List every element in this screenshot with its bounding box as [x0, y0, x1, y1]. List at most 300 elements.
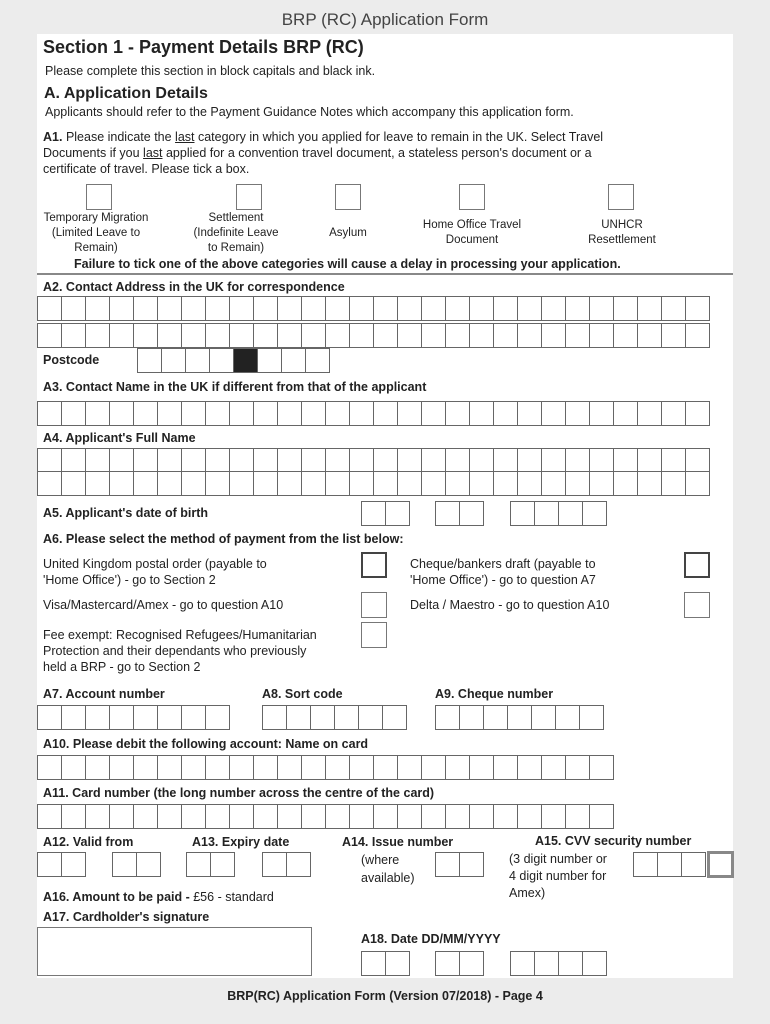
character-cell[interactable]: [421, 755, 446, 780]
tick-box-temporary-migration[interactable]: [86, 184, 112, 210]
character-cell[interactable]: [109, 296, 134, 321]
a2-postcode-cells[interactable]: [137, 348, 330, 373]
a14-issue-number-cells[interactable]: [435, 852, 484, 877]
a13-expiry-month-cells[interactable]: [186, 852, 235, 877]
character-cell[interactable]: [493, 296, 518, 321]
character-cell[interactable]: [133, 755, 158, 780]
character-cell[interactable]: [133, 804, 158, 829]
character-cell[interactable]: [435, 705, 460, 730]
character-cell[interactable]: [277, 804, 302, 829]
character-cell[interactable]: [349, 296, 374, 321]
character-cell[interactable]: [286, 852, 311, 877]
character-cell[interactable]: [445, 755, 470, 780]
character-cell[interactable]: [85, 323, 110, 348]
character-cell[interactable]: [421, 401, 446, 426]
character-cell[interactable]: [517, 448, 542, 473]
character-cell[interactable]: [589, 323, 614, 348]
character-cell[interactable]: [37, 804, 62, 829]
option-label-line: Temporary Migration: [43, 212, 149, 224]
character-cell[interactable]: [349, 448, 374, 473]
a7-label: A7. Account number: [43, 687, 165, 701]
character-cell[interactable]: [112, 852, 137, 877]
character-cell[interactable]: [277, 323, 302, 348]
character-cell[interactable]: [229, 755, 254, 780]
character-cell[interactable]: [61, 448, 86, 473]
character-cell[interactable]: [637, 471, 662, 496]
character-cell[interactable]: [531, 705, 556, 730]
character-cell[interactable]: [469, 804, 494, 829]
character-cell[interactable]: [469, 448, 494, 473]
character-cell[interactable]: [517, 323, 542, 348]
character-cell[interactable]: [157, 471, 182, 496]
a1-last-emphasis: last: [143, 146, 163, 160]
character-cell[interactable]: [435, 852, 460, 877]
character-cell[interactable]: [61, 323, 86, 348]
a15-note-line: Amex): [509, 886, 546, 900]
a15-cvv-fourth-digit-box[interactable]: [707, 851, 734, 878]
character-cell[interactable]: [469, 401, 494, 426]
character-cell[interactable]: [325, 804, 350, 829]
character-cell[interactable]: [301, 296, 326, 321]
character-cell[interactable]: [445, 804, 470, 829]
character-cell[interactable]: [157, 323, 182, 348]
character-cell[interactable]: [281, 348, 306, 373]
character-cell[interactable]: [157, 705, 182, 730]
a18-date-year-cells[interactable]: [510, 951, 607, 976]
character-cell[interactable]: [253, 296, 278, 321]
character-cell[interactable]: [493, 755, 518, 780]
a11-label: A11. Card number (the long number across the centre of the card): [43, 786, 435, 800]
character-cell[interactable]: [589, 804, 614, 829]
character-cell[interactable]: [541, 804, 566, 829]
divider-line: [37, 273, 733, 275]
character-cell[interactable]: [397, 401, 422, 426]
character-cell[interactable]: [459, 951, 484, 976]
character-cell[interactable]: [37, 705, 62, 730]
character-cell[interactable]: [136, 852, 161, 877]
character-cell[interactable]: [37, 296, 62, 321]
character-cell[interactable]: [349, 401, 374, 426]
character-cell[interactable]: [565, 804, 590, 829]
character-cell[interactable]: [85, 296, 110, 321]
character-cell[interactable]: [541, 401, 566, 426]
a12-valid-from-year-cells[interactable]: [112, 852, 161, 877]
character-cell[interactable]: [397, 323, 422, 348]
character-cell[interactable]: [229, 448, 254, 473]
character-cell[interactable]: [349, 804, 374, 829]
a5-dob-day-cells[interactable]: [361, 501, 410, 526]
character-cell[interactable]: [262, 705, 287, 730]
a5-label: A5. Applicant's date of birth: [43, 506, 209, 520]
character-cell[interactable]: [685, 296, 710, 321]
character-cell[interactable]: [61, 471, 86, 496]
character-cell[interactable]: [541, 296, 566, 321]
character-cell[interactable]: [277, 471, 302, 496]
character-cell[interactable]: [421, 471, 446, 496]
a14-label: A14. Issue number: [342, 835, 454, 849]
character-cell[interactable]: [325, 296, 350, 321]
a12-valid-from-month-cells[interactable]: [37, 852, 86, 877]
character-cell[interactable]: [305, 348, 330, 373]
character-cell[interactable]: [253, 804, 278, 829]
character-cell[interactable]: [185, 348, 210, 373]
character-cell[interactable]: [469, 296, 494, 321]
character-cell[interactable]: [262, 852, 287, 877]
character-cell[interactable]: [579, 705, 604, 730]
character-cell[interactable]: [469, 323, 494, 348]
character-cell[interactable]: [61, 755, 86, 780]
character-cell[interactable]: [517, 296, 542, 321]
character-cell[interactable]: [385, 951, 410, 976]
character-cell[interactable]: [205, 296, 230, 321]
character-cell[interactable]: [205, 323, 230, 348]
character-cell[interactable]: [589, 755, 614, 780]
character-cell[interactable]: [301, 471, 326, 496]
character-cell[interactable]: [483, 705, 508, 730]
option-label-line: (Indefinite Leave: [193, 227, 279, 239]
character-cell[interactable]: [301, 323, 326, 348]
character-cell[interactable]: [157, 296, 182, 321]
tick-box-settlement[interactable]: [236, 184, 262, 210]
character-cell[interactable]: [565, 323, 590, 348]
character-cell[interactable]: [541, 323, 566, 348]
character-cell[interactable]: [373, 323, 398, 348]
character-cell[interactable]: [469, 755, 494, 780]
character-cell[interactable]: [397, 471, 422, 496]
character-cell[interactable]: [325, 471, 350, 496]
character-cell[interactable]: [85, 401, 110, 426]
character-cell[interactable]: [205, 705, 230, 730]
a13-expiry-year-cells[interactable]: [262, 852, 311, 877]
character-cell[interactable]: [277, 448, 302, 473]
character-cell[interactable]: [205, 401, 230, 426]
a5-dob-month-cells[interactable]: [435, 501, 484, 526]
character-cell[interactable]: [445, 401, 470, 426]
character-cell[interactable]: [493, 323, 518, 348]
a2-address-line1-cells[interactable]: [37, 296, 710, 321]
character-cell[interactable]: [109, 804, 134, 829]
character-cell[interactable]: [421, 448, 446, 473]
character-cell[interactable]: [613, 471, 638, 496]
character-cell[interactable]: [334, 705, 359, 730]
character-cell[interactable]: [685, 323, 710, 348]
character-cell[interactable]: [229, 296, 254, 321]
character-cell[interactable]: [181, 448, 206, 473]
character-cell[interactable]: [205, 804, 230, 829]
character-cell[interactable]: [181, 401, 206, 426]
character-cell[interactable]: [373, 804, 398, 829]
a18-date-month-cells[interactable]: [435, 951, 484, 976]
character-cell[interactable]: [435, 951, 460, 976]
a18-date-day-cells[interactable]: [361, 951, 410, 976]
character-cell[interactable]: [421, 323, 446, 348]
character-cell[interactable]: [397, 804, 422, 829]
character-cell[interactable]: [681, 852, 706, 877]
character-cell[interactable]: [534, 951, 559, 976]
character-cell[interactable]: [349, 323, 374, 348]
character-cell[interactable]: [459, 705, 484, 730]
character-cell[interactable]: [133, 471, 158, 496]
character-cell[interactable]: [397, 755, 422, 780]
character-cell[interactable]: [421, 296, 446, 321]
character-cell[interactable]: [61, 852, 86, 877]
character-cell[interactable]: [637, 323, 662, 348]
a2-address-line2-cells[interactable]: [37, 323, 710, 348]
character-cell[interactable]: [137, 348, 162, 373]
character-cell[interactable]: [229, 323, 254, 348]
tick-box-home-office-travel[interactable]: [459, 184, 485, 210]
character-cell[interactable]: [534, 501, 559, 526]
character-cell[interactable]: [661, 296, 686, 321]
fee-exempt-box[interactable]: [361, 622, 387, 648]
character-cell[interactable]: [181, 471, 206, 496]
character-cell[interactable]: [445, 323, 470, 348]
character-cell[interactable]: [37, 323, 62, 348]
character-cell[interactable]: [373, 755, 398, 780]
character-cell[interactable]: [310, 705, 335, 730]
character-cell[interactable]: [301, 755, 326, 780]
character-cell[interactable]: [685, 448, 710, 473]
character-cell[interactable]: [373, 448, 398, 473]
visa-box[interactable]: [361, 592, 387, 618]
character-cell[interactable]: [325, 401, 350, 426]
character-cell[interactable]: [37, 471, 62, 496]
character-cell[interactable]: [85, 705, 110, 730]
character-cell[interactable]: [37, 401, 62, 426]
character-cell[interactable]: [469, 471, 494, 496]
character-cell[interactable]: [541, 755, 566, 780]
character-cell[interactable]: [277, 401, 302, 426]
character-cell[interactable]: [397, 296, 422, 321]
character-cell[interactable]: [133, 296, 158, 321]
character-cell[interactable]: [257, 348, 282, 373]
character-cell[interactable]: [397, 448, 422, 473]
character-cell[interactable]: [637, 296, 662, 321]
character-cell[interactable]: [373, 471, 398, 496]
character-cell[interactable]: [61, 296, 86, 321]
character-cell[interactable]: [445, 296, 470, 321]
character-cell[interactable]: [181, 323, 206, 348]
character-cell[interactable]: [157, 755, 182, 780]
character-cell[interactable]: [205, 448, 230, 473]
character-cell[interactable]: [186, 852, 211, 877]
character-cell[interactable]: [37, 755, 62, 780]
character-cell[interactable]: [661, 401, 686, 426]
a15-note: [509, 851, 607, 902]
character-cell[interactable]: [253, 755, 278, 780]
character-cell[interactable]: [565, 755, 590, 780]
character-cell[interactable]: [109, 755, 134, 780]
character-cell[interactable]: [361, 951, 386, 976]
character-cell[interactable]: [61, 401, 86, 426]
a5-dob-year-cells[interactable]: [510, 501, 607, 526]
character-cell[interactable]: [373, 401, 398, 426]
a17-signature-box[interactable]: [37, 927, 312, 976]
character-cell[interactable]: [510, 501, 535, 526]
character-cell[interactable]: [277, 296, 302, 321]
character-cell[interactable]: [253, 401, 278, 426]
character-cell[interactable]: [181, 755, 206, 780]
a10-name-on-card-cells[interactable]: [37, 755, 614, 780]
character-cell[interactable]: [301, 448, 326, 473]
postcode-label: Postcode: [43, 353, 100, 367]
a7-account-number-cells[interactable]: [37, 705, 230, 730]
character-cell[interactable]: [358, 705, 383, 730]
character-cell[interactable]: [517, 804, 542, 829]
payment-fee-exempt-label: [43, 627, 317, 675]
character-cell[interactable]: [541, 471, 566, 496]
character-cell[interactable]: [510, 951, 535, 976]
character-cell[interactable]: [109, 448, 134, 473]
character-cell[interactable]: [161, 348, 186, 373]
character-cell[interactable]: [633, 852, 658, 877]
option-label-line: Document: [445, 234, 499, 246]
character-cell[interactable]: [661, 471, 686, 496]
payment-option-line: United Kingdom postal order (payable to: [43, 557, 267, 571]
character-cell[interactable]: [613, 296, 638, 321]
payment-option-line: 'Home Office') - go to Section 2: [43, 573, 216, 587]
character-cell[interactable]: [613, 323, 638, 348]
tick-box-unhcr[interactable]: [608, 184, 634, 210]
character-cell[interactable]: [541, 448, 566, 473]
character-cell[interactable]: [157, 401, 182, 426]
character-cell[interactable]: [493, 804, 518, 829]
character-cell[interactable]: [493, 448, 518, 473]
a4-label: A4. Applicant's Full Name: [43, 431, 196, 445]
character-cell[interactable]: [181, 296, 206, 321]
character-cell[interactable]: [582, 501, 607, 526]
character-cell[interactable]: [85, 448, 110, 473]
character-cell[interactable]: [373, 296, 398, 321]
character-cell[interactable]: [517, 401, 542, 426]
character-cell[interactable]: [685, 401, 710, 426]
character-cell[interactable]: [349, 755, 374, 780]
character-cell[interactable]: [493, 401, 518, 426]
character-cell[interactable]: [85, 471, 110, 496]
character-cell[interactable]: [637, 401, 662, 426]
character-cell[interactable]: [565, 401, 590, 426]
character-cell[interactable]: [459, 852, 484, 877]
character-cell[interactable]: [205, 471, 230, 496]
character-cell[interactable]: [385, 501, 410, 526]
character-cell[interactable]: [582, 951, 607, 976]
character-cell[interactable]: [435, 501, 460, 526]
character-cell[interactable]: [613, 448, 638, 473]
character-cell[interactable]: [157, 804, 182, 829]
character-cell[interactable]: [133, 705, 158, 730]
character-cell[interactable]: [421, 804, 446, 829]
character-cell[interactable]: [661, 448, 686, 473]
a9-cheque-number-cells[interactable]: [435, 705, 604, 730]
character-cell[interactable]: [85, 755, 110, 780]
character-cell[interactable]: [253, 448, 278, 473]
character-cell[interactable]: [565, 296, 590, 321]
character-cell[interactable]: [109, 401, 134, 426]
character-cell[interactable]: [181, 705, 206, 730]
character-cell[interactable]: [349, 471, 374, 496]
character-cell[interactable]: [361, 501, 386, 526]
character-cell[interactable]: [613, 401, 638, 426]
character-cell[interactable]: [558, 501, 583, 526]
character-cell[interactable]: [685, 471, 710, 496]
character-cell[interactable]: [209, 348, 234, 373]
character-cell[interactable]: [325, 755, 350, 780]
character-cell[interactable]: [37, 448, 62, 473]
character-cell[interactable]: [133, 401, 158, 426]
character-cell[interactable]: [109, 705, 134, 730]
character-cell[interactable]: [325, 323, 350, 348]
character-cell[interactable]: [133, 448, 158, 473]
character-cell[interactable]: [589, 448, 614, 473]
character-cell[interactable]: [301, 804, 326, 829]
character-cell[interactable]: [229, 401, 254, 426]
character-cell[interactable]: [445, 448, 470, 473]
a8-sort-code-cells[interactable]: [262, 705, 407, 730]
character-cell[interactable]: [565, 448, 590, 473]
character-cell[interactable]: [133, 323, 158, 348]
character-cell[interactable]: [589, 401, 614, 426]
payment-visa-label: Visa/Mastercard/Amex - go to question A10: [43, 598, 284, 612]
character-cell[interactable]: [301, 401, 326, 426]
character-cell[interactable]: [445, 471, 470, 496]
character-cell[interactable]: [555, 705, 580, 730]
a6-label: A6. Please select the method of payment from the list below:: [43, 532, 404, 546]
character-cell[interactable]: [459, 501, 484, 526]
part-a-title: A. Application Details: [44, 85, 208, 102]
character-cell[interactable]: [205, 755, 230, 780]
a4-full-name-line2-cells[interactable]: [37, 471, 710, 496]
character-cell[interactable]: [229, 804, 254, 829]
character-cell[interactable]: [157, 448, 182, 473]
character-cell[interactable]: [229, 471, 254, 496]
character-cell[interactable]: [109, 471, 134, 496]
tick-box-asylum[interactable]: [335, 184, 361, 210]
a11-card-number-cells[interactable]: [37, 804, 614, 829]
a4-full-name-line1-cells[interactable]: [37, 448, 710, 473]
character-cell[interactable]: [37, 852, 62, 877]
character-cell[interactable]: [565, 471, 590, 496]
character-cell[interactable]: [325, 448, 350, 473]
postal-order-box[interactable]: [361, 552, 387, 578]
character-cell[interactable]: [661, 323, 686, 348]
character-cell[interactable]: [507, 705, 532, 730]
character-cell[interactable]: [61, 705, 86, 730]
character-cell[interactable]: [558, 951, 583, 976]
character-cell[interactable]: [637, 448, 662, 473]
character-cell[interactable]: [589, 296, 614, 321]
a3-contact-name-cells[interactable]: [37, 401, 710, 426]
character-cell[interactable]: [253, 323, 278, 348]
character-cell[interactable]: [277, 755, 302, 780]
character-cell[interactable]: [517, 755, 542, 780]
character-cell[interactable]: [382, 705, 407, 730]
character-cell[interactable]: [253, 471, 278, 496]
character-cell[interactable]: [589, 471, 614, 496]
character-cell[interactable]: [493, 471, 518, 496]
character-cell[interactable]: [109, 323, 134, 348]
a18-label: A18. Date DD/MM/YYYY: [361, 932, 501, 946]
character-cell[interactable]: [210, 852, 235, 877]
character-cell[interactable]: [657, 852, 682, 877]
cheque-box[interactable]: [684, 552, 710, 578]
character-cell[interactable]: [85, 804, 110, 829]
a15-cvv-cells[interactable]: [633, 852, 706, 877]
character-cell[interactable]: [286, 705, 311, 730]
character-cell[interactable]: [181, 804, 206, 829]
delta-box[interactable]: [684, 592, 710, 618]
character-cell[interactable]: [517, 471, 542, 496]
character-cell[interactable]: [61, 804, 86, 829]
